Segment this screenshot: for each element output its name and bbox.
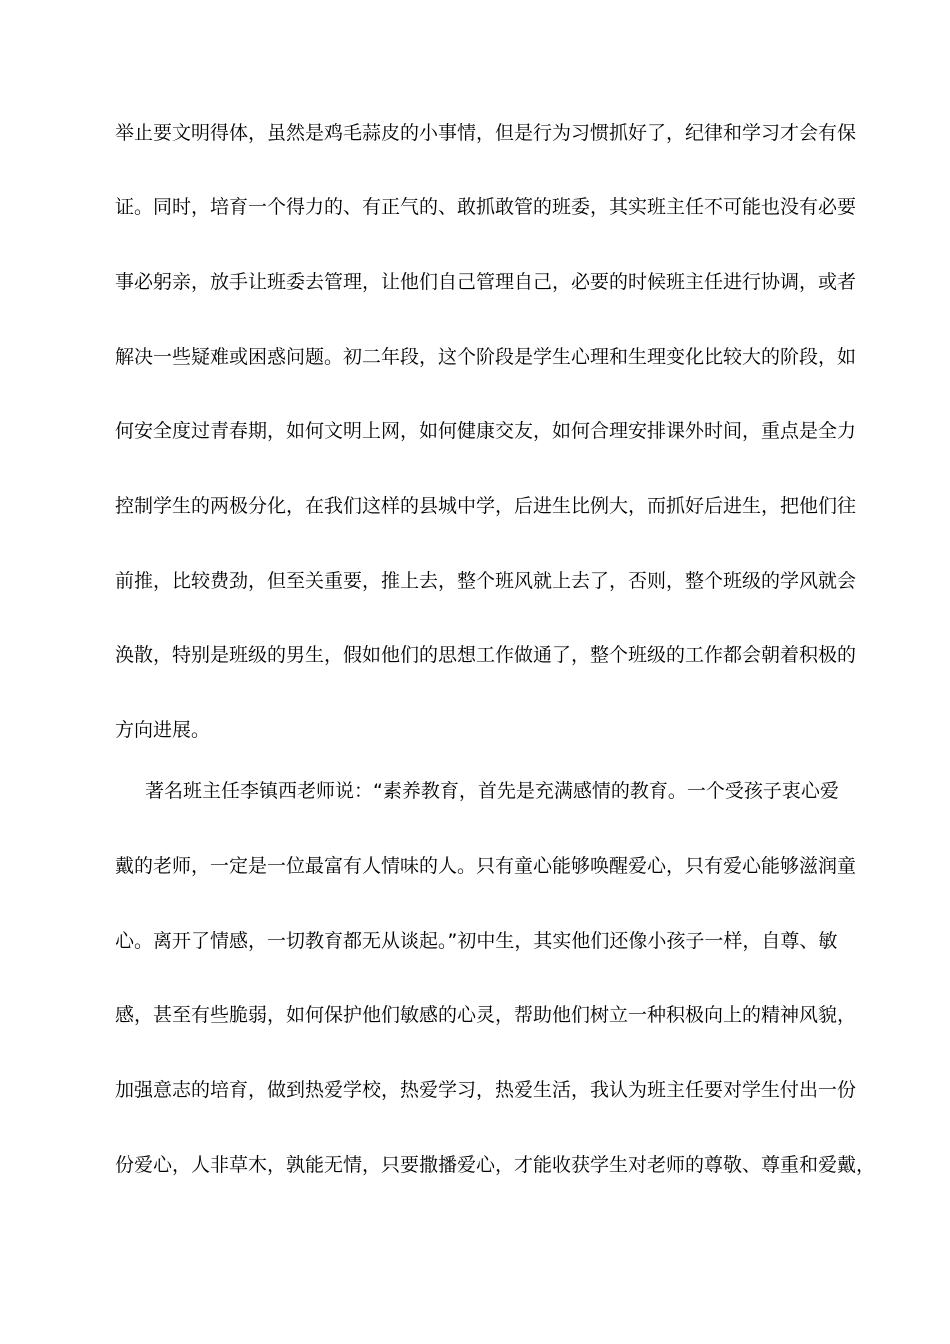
text-line: 前推，比较费劲，但至关重要，推上去，整个班风就上去了，否则，整个班级的学风就会 [115,570,857,592]
text-line: 事必躬亲，放手让班委去管理，让他们自己管理自己，必要的时候班主任进行协调，或者 [115,271,857,293]
text-line: 份爱心，人非草木，孰能无情，只要撒播爱心，才能收获学生对老师的尊敬、尊重和爱戴， [115,1154,876,1176]
text-line: 加强意志的培育，做到热爱学校，热爱学习，热爱生活，我认为班主任要对学生付出一份 [115,1079,857,1101]
text-line: 著名班主任李镇西老师说：“素养教育，首先是充满感情的教育。一个受孩子衷心爱 [145,780,839,802]
text-line: 何安全度过青春期，如何文明上网，如何健康交友，如何合理安排课外时间，重点是全力 [115,420,857,442]
text-line: 心。离开了情感，一切教育都无从谈起。”初中生，其实他们还像小孩子一样，自尊、敏 [115,930,838,952]
text-line: 控制学生的两极分化，在我们这样的县城中学，后进生比例大，而抓好后进生，把他们往 [115,495,857,517]
text-line: 证。同时，培育一个得力的、有正气的、敢抓敢管的班委，其实班主任不可能也没有必要 [115,196,857,218]
text-line: 感，甚至有些脆弱，如何保护他们敏感的心灵，帮助他们树立一种积极向上的精神风貌， [115,1004,857,1026]
text-line: 方向进展。 [115,719,211,741]
text-line: 涣散，特别是班级的男生，假如他们的思想工作做通了，整个班级的工作都会朝着积极的 [115,644,857,666]
text-line: 戴的老师，一定是一位最富有人情味的人。只有童心能够唤醒爱心，只有爱心能够滋润童 [115,855,857,877]
text-line: 举止要文明得体，虽然是鸡毛蒜皮的小事情，但是行为习惯抓好了，纪律和学习才会有保 [115,122,857,144]
text-line: 解决一些疑难或困惑问题。初二年段，这个阶段是学生心理和生理变化比较大的阶段，如 [115,346,857,368]
